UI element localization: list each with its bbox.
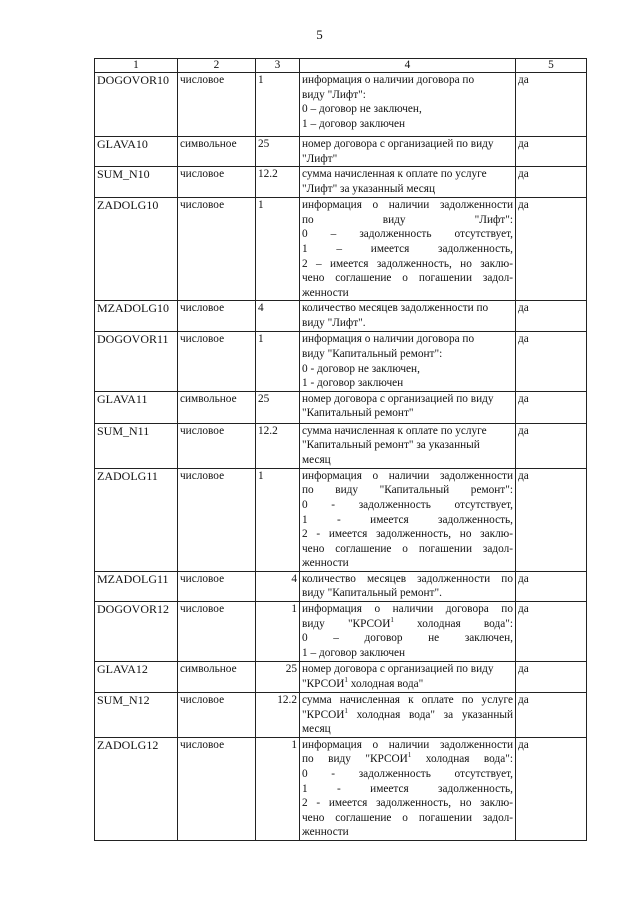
field-type-cell: числовое — [178, 693, 256, 738]
table-row — [95, 571, 587, 601]
field-description-cell — [300, 693, 516, 738]
field-required-cell: да — [516, 571, 587, 601]
table-row — [95, 73, 587, 137]
description-line: "КРСОИ$^1$ холодная вода" за указанный — [302, 706, 513, 721]
description-line: 1 - имеется задолженность, — [302, 513, 513, 526]
field-type-cell: числовое — [178, 301, 256, 332]
field-required-cell: да — [516, 662, 587, 693]
description-line: месяц — [302, 723, 331, 736]
table-row — [95, 468, 587, 571]
description-line: чено соглашение о погашении задол- — [302, 811, 513, 824]
field-name-cell: DOGOVOR10 — [95, 73, 178, 137]
field-size-cell: 12.2 — [256, 423, 300, 468]
description-line: 1 – договор заключен — [302, 117, 406, 130]
field-size-cell: 25 — [256, 137, 300, 167]
description-line: чено соглашение о погашении задол- — [302, 272, 513, 285]
field-type-cell: числовое — [178, 602, 256, 662]
description-line: "Лифт" — [302, 152, 338, 165]
field-description-cell — [300, 602, 516, 662]
table-row — [95, 301, 587, 332]
field-type-cell: числовое — [178, 737, 256, 840]
field-required-cell: да — [516, 737, 587, 840]
description-line: количество месяцев задолженности по — [302, 572, 513, 585]
column-header: 2 — [178, 59, 256, 73]
field-size-cell: 1 — [256, 73, 300, 137]
description-line: информация о наличии договора по — [302, 603, 513, 616]
field-size-cell: 1 — [256, 737, 300, 840]
table-row — [95, 693, 587, 738]
description-line: виду "Лифт". — [302, 316, 366, 329]
description-line: чено соглашение о погашении задол- — [302, 542, 513, 555]
description-line: 1 - договор заключен — [302, 377, 404, 390]
field-size-cell: 12.2 — [256, 693, 300, 738]
description-line: количество месяцев задолженности по — [302, 302, 489, 315]
field-type-cell: числовое — [178, 198, 256, 301]
field-description-cell — [300, 167, 516, 198]
field-size-cell: 4 — [256, 301, 300, 332]
field-type-cell: числовое — [178, 167, 256, 198]
field-description-cell — [300, 73, 516, 137]
field-name-cell: MZADOLG11 — [95, 571, 178, 601]
field-required-cell: да — [516, 198, 587, 301]
description-line: 1 – имеется задолженность, — [302, 242, 513, 255]
description-line: 0 - договор не заключен, — [302, 362, 420, 375]
field-required-cell: да — [516, 167, 587, 198]
field-required-cell: да — [516, 468, 587, 571]
table-row — [95, 602, 587, 662]
field-type-cell: символьное — [178, 137, 256, 167]
description-line: 0 – договор не заключен, — [302, 103, 422, 116]
table-row — [95, 391, 587, 423]
field-required-cell: да — [516, 301, 587, 332]
field-required-cell: да — [516, 73, 587, 137]
description-line: по виду "Лифт": — [302, 213, 513, 226]
field-size-cell: 1 — [256, 198, 300, 301]
description-line: 1 - имеется задолженность, — [302, 782, 513, 795]
description-line: 0 - задолженность отсутствует, — [302, 498, 513, 511]
field-type-cell: числовое — [178, 468, 256, 571]
page-number: 5 — [316, 27, 323, 42]
description-line: виду "КРСОИ$^1$ холодная вода": — [302, 615, 513, 630]
field-name-cell: SUM_N11 — [95, 423, 178, 468]
field-description-cell — [300, 737, 516, 840]
field-description-cell — [300, 332, 516, 391]
field-size-cell: 12.2 — [256, 167, 300, 198]
field-type-cell: числовое — [178, 332, 256, 391]
field-type-cell: символьное — [178, 391, 256, 423]
description-line: 2 - имеется задолженность, но заклю- — [302, 528, 513, 541]
table-row — [95, 423, 587, 468]
field-name-cell: SUM_N10 — [95, 167, 178, 198]
field-size-cell: 25 — [256, 391, 300, 423]
field-name-cell: GLAVA10 — [95, 137, 178, 167]
field-required-cell: да — [516, 693, 587, 738]
field-name-cell: GLAVA11 — [95, 391, 178, 423]
table-row — [95, 198, 587, 301]
description-line: номер договора с организацией по виду — [302, 138, 494, 150]
table-row — [95, 662, 587, 693]
field-required-cell: да — [516, 332, 587, 391]
description-line: виду "Лифт": — [302, 88, 366, 101]
description-line: номер договора с организацией по виду — [302, 392, 494, 405]
description-line: информация о наличии задолженности — [302, 199, 513, 212]
field-description-cell — [300, 391, 516, 423]
field-type-cell: числовое — [178, 571, 256, 601]
table-row — [95, 332, 587, 391]
description-line: 2 - имеется задолженность, но заклю- — [302, 797, 513, 810]
column-header: 5 — [516, 59, 587, 73]
field-name-cell: ZADOLG12 — [95, 737, 178, 840]
description-line: виду "Капитальный ремонт": — [302, 347, 443, 360]
column-header: 3 — [256, 59, 300, 73]
field-size-cell: 25 — [256, 662, 300, 693]
description-line: женности — [302, 557, 349, 570]
table-row — [95, 137, 587, 167]
field-spec-table — [94, 58, 587, 841]
field-name-cell: GLAVA12 — [95, 662, 178, 693]
description-line: по виду "КРСОИ$^1$ холодная вода": — [302, 751, 513, 766]
column-header: 1 — [95, 59, 178, 73]
field-description-cell — [300, 468, 516, 571]
description-line: сумма начисленная к оплате по услуге — [302, 694, 513, 707]
description-line: информация о наличии договора по — [302, 74, 475, 86]
field-name-cell: DOGOVOR11 — [95, 332, 178, 391]
description-line: виду "Капитальный ремонт". — [302, 587, 442, 600]
description-line: 0 – договор не заключен, — [302, 632, 513, 645]
header-row — [95, 59, 587, 73]
description-line: 1 – договор заключен — [302, 646, 406, 659]
description-line: женности — [302, 286, 349, 299]
field-size-cell: 1 — [256, 332, 300, 391]
field-name-cell: DOGOVOR12 — [95, 602, 178, 662]
description-line: "Капитальный ремонт" за указанный — [302, 439, 480, 452]
table-row — [95, 167, 587, 198]
description-line: номер договора с организацией по виду — [302, 663, 494, 676]
field-description-cell — [300, 301, 516, 332]
field-required-cell: да — [516, 137, 587, 167]
field-name-cell: SUM_N12 — [95, 693, 178, 738]
description-line: женности — [302, 826, 349, 839]
field-size-cell: 1 — [256, 468, 300, 571]
field-description-cell — [300, 423, 516, 468]
field-type-cell: символьное — [178, 662, 256, 693]
field-size-cell: 4 — [256, 571, 300, 601]
column-header: 4 — [300, 59, 516, 73]
description-line: 0 – задолженность отсутствует, — [302, 228, 513, 241]
description-line: 2 – имеется задолженность, но заклю- — [302, 257, 513, 270]
description-line: месяц — [302, 453, 331, 466]
field-description-cell — [300, 198, 516, 301]
description-line: сумма начисленная к оплате по услуге — [302, 424, 487, 437]
field-required-cell: да — [516, 602, 587, 662]
table-row — [95, 737, 587, 840]
field-description-cell — [300, 137, 516, 167]
field-type-cell: числовое — [178, 73, 256, 137]
field-name-cell: MZADOLG10 — [95, 301, 178, 332]
description-line: по виду "Капитальный ремонт": — [302, 484, 513, 497]
field-required-cell: да — [516, 391, 587, 423]
description-line: сумма начисленная к оплате по услуге — [302, 168, 487, 181]
field-name-cell: ZADOLG10 — [95, 198, 178, 301]
description-line: информация о наличии задолженности — [302, 738, 513, 751]
field-type-cell: числовое — [178, 423, 256, 468]
field-required-cell: да — [516, 423, 587, 468]
field-size-cell: 1 — [256, 602, 300, 662]
description-line: 0 - задолженность отсутствует, — [302, 768, 513, 781]
field-name-cell: ZADOLG11 — [95, 468, 178, 571]
field-description-cell — [300, 662, 516, 693]
description-line: информация о наличии договора по — [302, 333, 475, 346]
description-line: "Капитальный ремонт" — [302, 407, 414, 420]
field-description-cell — [300, 571, 516, 601]
description-line: информация о наличии задолженности — [302, 469, 513, 482]
description-line: "КРСОИ$^1$ холодная вода" — [302, 675, 424, 690]
description-line: "Лифт" за указанный месяц — [302, 182, 436, 195]
